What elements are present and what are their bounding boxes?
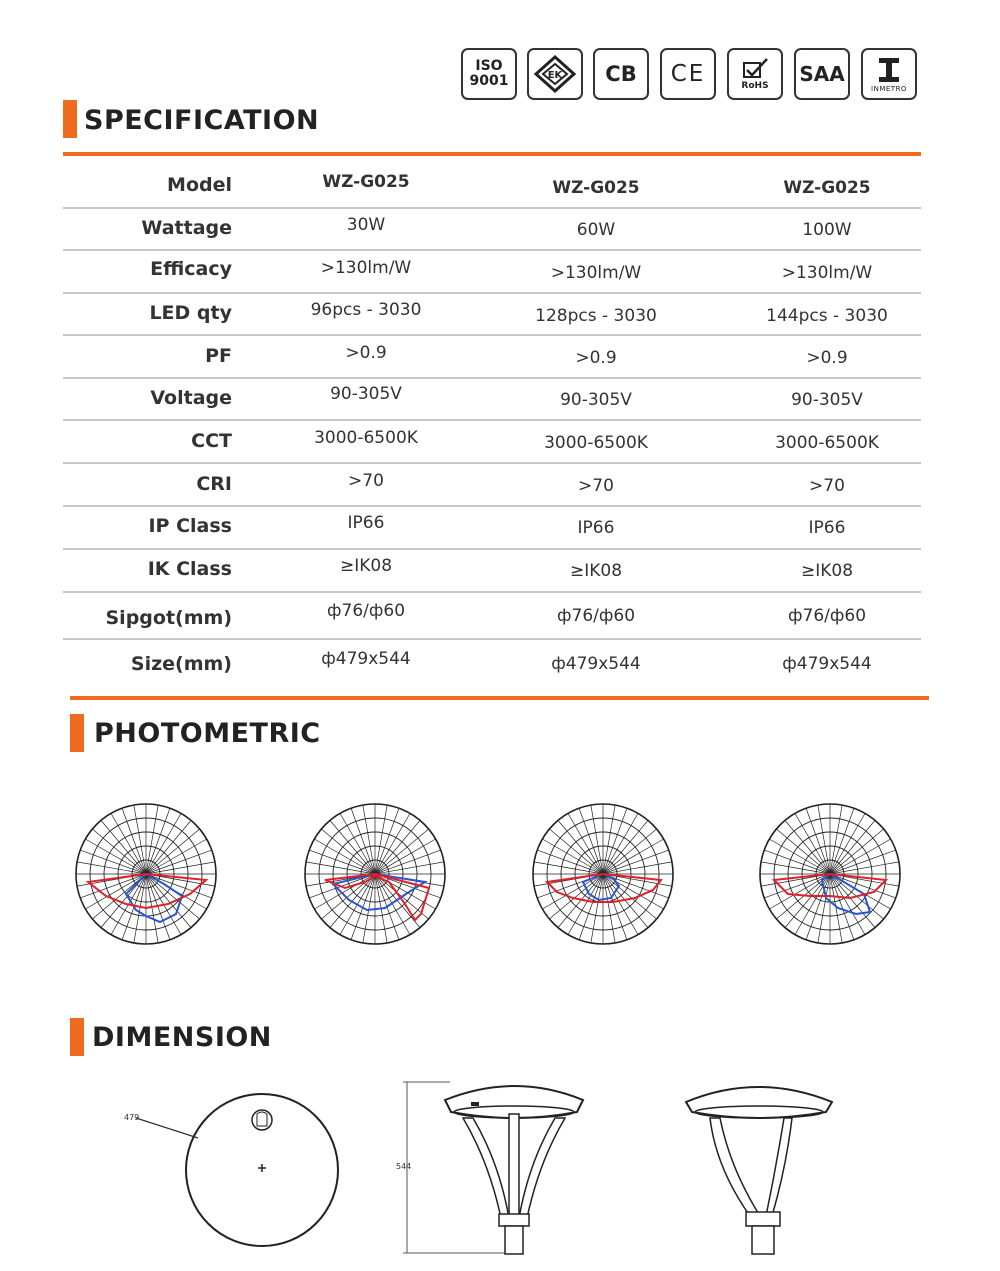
- inmetro-label: INMETRO: [871, 84, 907, 93]
- cb-label: CB: [605, 61, 637, 86]
- row-label: Wattage: [141, 217, 232, 239]
- row-label: IK Class: [147, 558, 232, 580]
- row-value: 3000-6500K: [314, 428, 418, 448]
- row-value: ≥IK08: [569, 561, 623, 581]
- dimension-top-view: [110, 1090, 360, 1270]
- row-value: 90-305V: [560, 390, 632, 410]
- row-label: CCT: [191, 430, 232, 452]
- photometric-title: PHOTOMETRIC: [94, 718, 321, 749]
- row-value: 96pcs - 3030: [310, 300, 422, 320]
- row-value: 90-305V: [330, 384, 402, 404]
- iso-number: 9001: [469, 73, 509, 89]
- row-value: ≥IK08: [800, 561, 854, 581]
- row-label: Voltage: [150, 387, 232, 409]
- row-label: Size(mm): [130, 653, 232, 675]
- row-value: >130lm/W: [550, 263, 642, 283]
- ce-label: CE: [670, 60, 706, 87]
- row-value: 144pcs - 3030: [766, 306, 888, 326]
- diameter-label: 479: [124, 1113, 140, 1122]
- model-label: Model: [167, 174, 232, 196]
- row-value: ф479x544: [782, 654, 872, 674]
- row-label: CRI: [196, 473, 232, 495]
- row-value: ф479x544: [551, 654, 641, 674]
- row-value: 3000-6500K: [775, 433, 879, 453]
- row-value: >70: [578, 476, 614, 496]
- model-value-3: WZ-G025: [783, 178, 871, 198]
- row-value: ф479x544: [321, 649, 411, 669]
- dimension-side-view-front: [395, 1078, 605, 1258]
- svg-text:EK: EK: [547, 70, 563, 81]
- rohs-label: RoHS: [741, 81, 769, 91]
- height-label: 544: [396, 1162, 412, 1171]
- row-value: IP66: [808, 518, 846, 538]
- row-label: LED qty: [149, 302, 232, 324]
- row-value: IP66: [347, 513, 385, 533]
- polar-diagram-1: [72, 800, 220, 948]
- polar-diagram-3: [529, 800, 677, 948]
- row-value: 90-305V: [791, 390, 863, 410]
- row-value: >0.9: [806, 348, 848, 368]
- saa-label: SAA: [799, 62, 845, 86]
- row-label: IP Class: [148, 515, 232, 537]
- row-value: ф76/ф60: [556, 606, 636, 626]
- row-value: ф76/ф60: [787, 606, 867, 626]
- dimension-title: DIMENSION: [92, 1022, 272, 1053]
- row-value: >70: [348, 471, 384, 491]
- row-label: Sipgot(mm): [105, 607, 232, 629]
- row-value: >70: [809, 476, 845, 496]
- row-value: >0.9: [575, 348, 617, 368]
- row-value: IP66: [577, 518, 615, 538]
- row-value: 100W: [802, 220, 852, 240]
- row-label: Efficacy: [150, 258, 232, 280]
- row-value: 30W: [346, 215, 386, 235]
- row-value: >0.9: [345, 343, 387, 363]
- row-value: ф76/ф60: [326, 601, 406, 621]
- row-value: >130lm/W: [320, 258, 412, 278]
- dimension-side-view-profile: [680, 1078, 850, 1258]
- iso-label: ISO: [475, 58, 503, 74]
- row-value: 128pcs - 3030: [535, 306, 657, 326]
- row-value: >130lm/W: [781, 263, 873, 283]
- polar-diagram-2: [301, 800, 449, 948]
- row-value: ≥IK08: [339, 556, 393, 576]
- dimension-accent-bar: [70, 1018, 84, 1056]
- model-value-2: WZ-G025: [552, 178, 640, 198]
- row-label: PF: [205, 345, 232, 367]
- row-value: 3000-6500K: [544, 433, 648, 453]
- polar-diagram-4: [756, 800, 904, 948]
- model-value-1: WZ-G025: [322, 172, 410, 192]
- row-value: 60W: [576, 220, 616, 240]
- specification-title: SPECIFICATION: [84, 105, 320, 136]
